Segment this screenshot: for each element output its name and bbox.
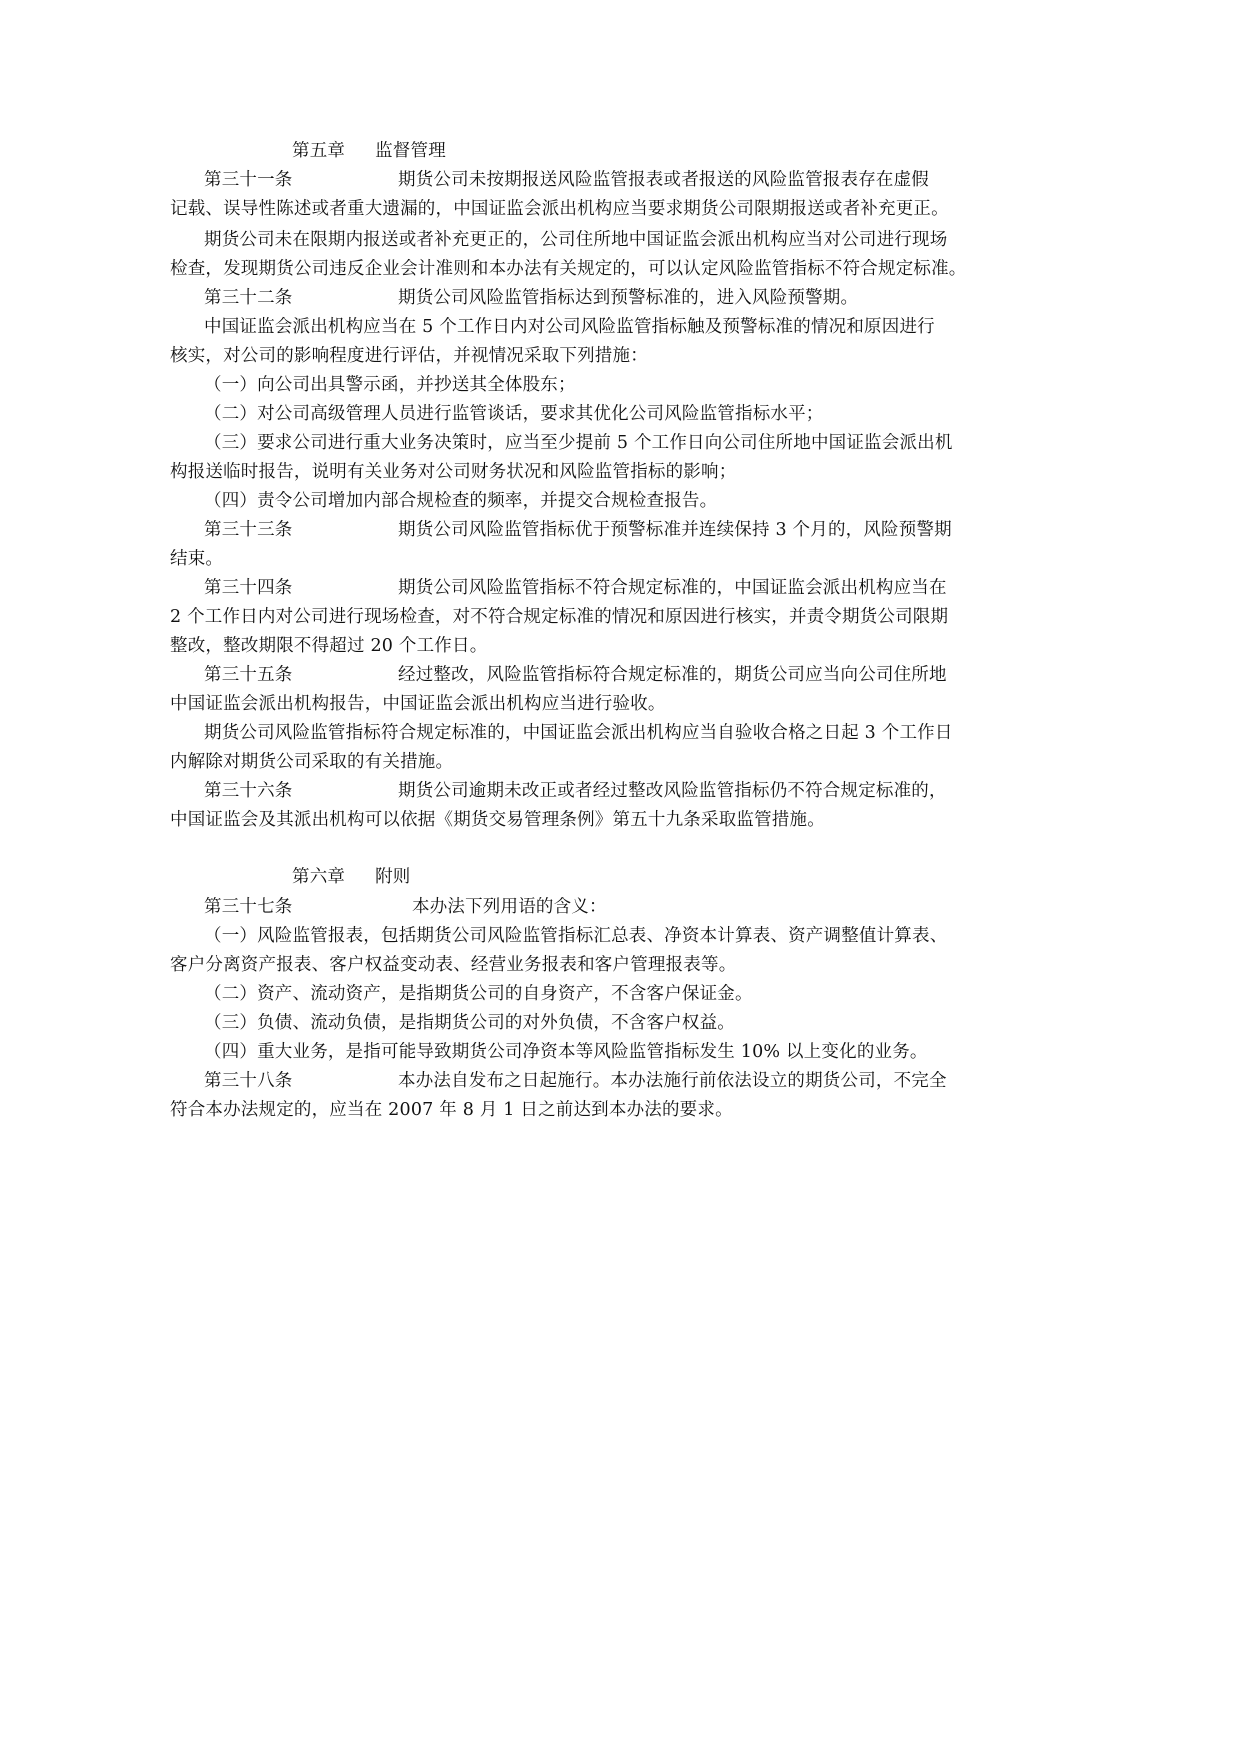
list-item: 构报送临时报告，说明有关业务对公司财务状况和风险监管指标的影响； xyxy=(170,462,737,482)
article-text: 本办法下列用语的含义： xyxy=(412,897,607,917)
list-item: 客户分离资产报表、客户权益变动表、经营业务报表和客户管理报表等。 xyxy=(170,955,737,975)
article-text: 整改，整改期限不得超过 20 个工作日。 xyxy=(170,636,488,656)
article-text: 符合本办法规定的，应当在 2007 年 8 月 1 日之前达到本办法的要求。 xyxy=(170,1100,733,1120)
article-text: 期货公司未按期报送风险监管报表或者报送的风险监管报表存在虚假 xyxy=(398,170,929,190)
list-item: （一）向公司出具警示函，并抄送其全体股东； xyxy=(204,375,576,395)
article-text: 中国证监会及其派出机构可以依据《期货交易管理条例》第五十九条采取监管措施。 xyxy=(170,810,825,830)
list-item: （四）重大业务，是指可能导致期货公司净资本等风险监管指标发生 10% 以上变化的业务。 xyxy=(204,1042,928,1062)
article-label: 第三十四条 xyxy=(204,578,293,598)
paragraph-text: 期货公司风险监管指标符合规定标准的，中国证监会派出机构应当自验收合格之日起 3 个工作日 xyxy=(204,723,953,743)
list-item: （二）对公司高级管理人员进行监管谈话，要求其优化公司风险监管指标水平； xyxy=(204,404,824,424)
article-label: 第三十八条 xyxy=(204,1071,293,1091)
article-text: 期货公司风险监管指标不符合规定标准的，中国证监会派出机构应当在 xyxy=(398,578,947,598)
article-label: 第三十二条 xyxy=(204,288,293,308)
list-item: （三）负债、流动负债，是指期货公司的对外负债，不含客户权益。 xyxy=(204,1013,735,1033)
list-item: （三）要求公司进行重大业务决策时，应当至少提前 5 个工作日向公司住所地中国证监会派出机 xyxy=(204,433,953,453)
paragraph-text: 期货公司未在限期内报送或者补充更正的，公司住所地中国证监会派出机构应当对公司进行现场 xyxy=(204,230,948,250)
chapter-number: 第五章 xyxy=(292,141,346,161)
list-item: （四）责令公司增加内部合规检查的频率，并提交合规检查报告。 xyxy=(204,491,718,511)
article-label: 第三十六条 xyxy=(204,781,293,801)
chapter-number: 第六章 xyxy=(292,867,346,887)
article-text: 记载、误导性陈述或者重大遗漏的，中国证监会派出机构应当要求期货公司限期报送或者补充更正。 xyxy=(170,199,949,219)
paragraph-text: 内解除对期货公司采取的有关措施。 xyxy=(170,752,454,772)
article-label: 第三十七条 xyxy=(204,897,293,917)
article-text: 期货公司逾期未改正或者经过整改风险监管指标仍不符合规定标准的， xyxy=(398,781,947,801)
chapter-title: 监督管理 xyxy=(375,141,446,161)
paragraph-text: 核实，对公司的影响程度进行评估，并视情况采取下列措施： xyxy=(170,346,648,366)
article-text: 本办法自发布之日起施行。本办法施行前依法设立的期货公司，不完全 xyxy=(398,1071,947,1091)
chapter-heading xyxy=(292,866,411,888)
article-text: 经过整改，风险监管指标符合规定标准的，期货公司应当向公司住所地 xyxy=(398,665,947,685)
article-text: 中国证监会派出机构报告，中国证监会派出机构应当进行验收。 xyxy=(170,694,666,714)
article-label: 第三十五条 xyxy=(204,665,293,685)
article-text: 期货公司风险监管指标优于预警标准并连续保持 3 个月的，风险预警期 xyxy=(398,520,952,540)
paragraph-text: 检查，发现期货公司违反企业会计准则和本办法有关规定的，可以认定风险监管指标不符合规定标准。 xyxy=(170,259,967,279)
article-text: 结束。 xyxy=(170,549,224,569)
article-text: 期货公司风险监管指标达到预警标准的，进入风险预警期。 xyxy=(398,288,859,308)
article-label: 第三十三条 xyxy=(204,520,293,540)
article-text: 2 个工作日内对公司进行现场检查，对不符合规定标准的情况和原因进行核实，并责令期货公司限期 xyxy=(170,607,949,627)
article-label: 第三十一条 xyxy=(204,170,293,190)
list-item: （二）资产、流动资产，是指期货公司的自身资产，不含客户保证金。 xyxy=(204,984,753,1004)
list-item: （一）风险监管报表，包括期货公司风险监管指标汇总表、净资本计算表、资产调整值计算表、 xyxy=(204,926,948,946)
paragraph-text: 中国证监会派出机构应当在 5 个工作日内对公司风险监管指标触及预警标准的情况和原因进行 xyxy=(204,317,935,337)
chapter-heading xyxy=(292,140,446,162)
chapter-title: 附则 xyxy=(375,867,411,887)
